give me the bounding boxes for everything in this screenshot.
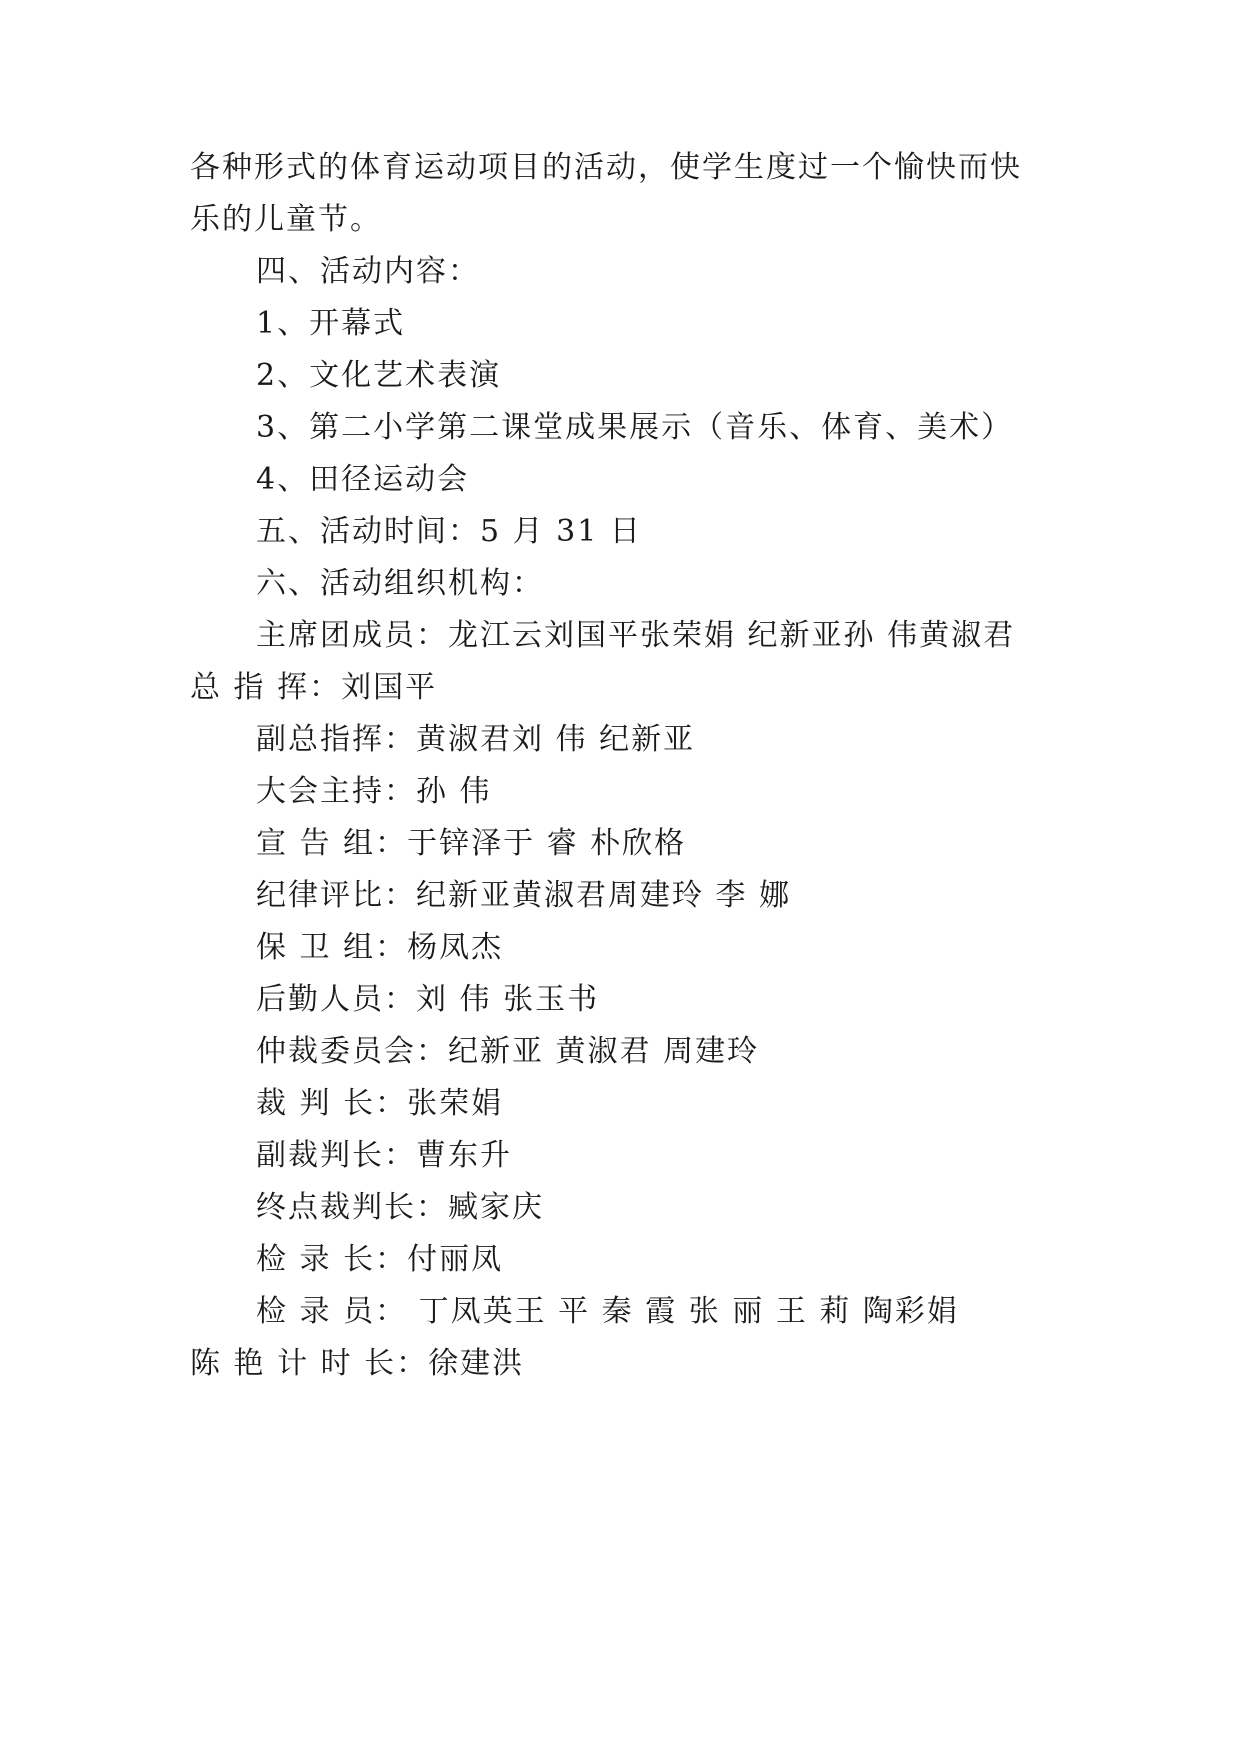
roster-line: 纪律评比：纪新亚黄淑君周建玲 李 娜	[256, 878, 792, 913]
roster-line: 陈 艳 计 时 长：徐建洪	[190, 1346, 525, 1381]
roster-line: 副裁判长：曹东升	[256, 1138, 512, 1173]
section-heading: 四、活动内容：	[256, 254, 480, 289]
roster-line: 宣 告 组：于锌泽于 睿 朴欣格	[256, 826, 687, 861]
list-item: 4、田径运动会	[256, 462, 470, 497]
roster-line: 大会主持：孙 伟	[256, 774, 492, 809]
roster-line: 总 指 挥：刘国平	[190, 670, 438, 705]
roster-line: 后勤人员：刘 伟 张玉书	[256, 982, 600, 1017]
roster-line: 仲裁委员会：纪新亚 黄淑君 周建玲	[256, 1034, 760, 1069]
section-heading: 六、活动组织机构：	[256, 566, 544, 601]
list-item: 3、第二小学第二课堂成果展示（音乐、体育、美术）	[256, 410, 1014, 445]
list-item: 1、开幕式	[256, 306, 406, 341]
paragraph-line: 各种形式的体育运动项目的活动，使学生度过一个愉快而快	[190, 150, 1022, 185]
roster-line: 副总指挥：黄淑君刘 伟 纪新亚	[256, 722, 696, 757]
section-heading: 五、活动时间：5 月 31 日	[256, 514, 642, 549]
list-item: 2、文化艺术表演	[256, 358, 502, 393]
roster-line: 检 录 员： 丁凤英王 平 秦 霞 张 丽 王 莉 陶彩娟	[256, 1294, 959, 1329]
roster-line: 保 卫 组：杨凤杰	[256, 930, 504, 965]
roster-line: 裁 判 长：张荣娟	[256, 1086, 504, 1121]
roster-line: 主席团成员：龙江云刘国平张荣娟 纪新亚孙 伟黄淑君	[256, 618, 1016, 653]
roster-line: 检 录 长：付丽凤	[256, 1242, 504, 1277]
paragraph-line: 乐的儿童节。	[190, 202, 382, 237]
roster-line: 终点裁判长：臧家庆	[256, 1190, 544, 1225]
